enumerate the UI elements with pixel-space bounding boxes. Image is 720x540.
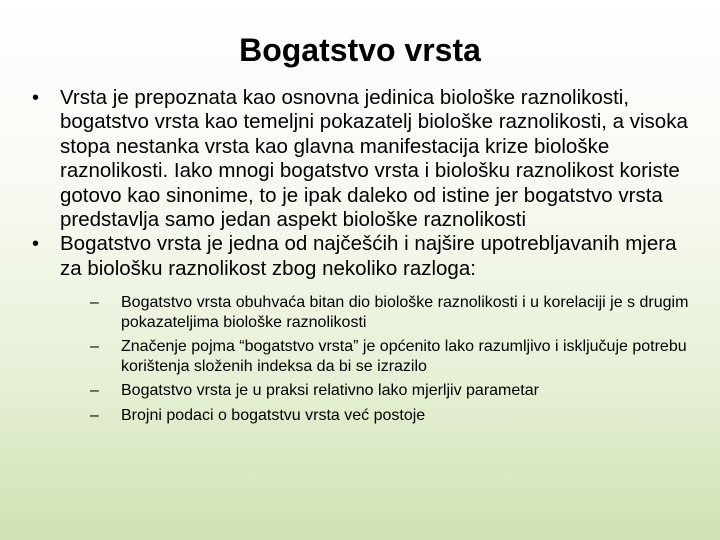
slide-title: Bogatstvo vrsta [239, 32, 481, 68]
sub-bullet-marker: – [90, 406, 99, 424]
bullet-item [32, 86, 694, 232]
sub-bullet-list [32, 293, 694, 425]
bullet-text: Vrsta je prepoznata kao osnovna jedinica biološke raznolikosti, bogatstvo vrsta kao temeljni pokazatelj biološke raznolikosti, a visoka stopa nestanka vrsta kao glavna manifestacija krize biološke raznolikosti. Iako mnogi bogatstvo vrsta i biološku raznolikost koriste gotovo kao sinonime, to je ipak daleko od istine jer bogatstvo vrsta predstavlja samo jedan aspekt biološke raznolikosti [60, 86, 688, 232]
bullet-text: Bogatstvo vrsta je jedna od najčešćih i najšire upotrebljavanih mjera za biološku raznolikost zbog nekoliko razloga: [60, 232, 677, 280]
sub-bullet-text: Značenje pojma “bogatstvo vrsta” je općenito lako razumljivo i isključuje potrebu korištenja složenih indeksa da bi se izrazilo [121, 338, 687, 375]
sub-bullet-item [90, 293, 694, 332]
bullet-marker: • [32, 87, 40, 109]
bullet-marker: • [32, 233, 40, 256]
sub-bullet-text: Bogatstvo vrsta je u praksi relativno lako mjerljiv parametar [121, 382, 539, 400]
sub-bullet-item [90, 381, 694, 401]
slide-content [32, 86, 694, 430]
sub-bullet-marker: – [90, 294, 99, 312]
sub-bullet-text: Bogatstvo vrsta obuhvaća bitan dio biološke raznolikosti i u korelaciji je s drugim pokazateljima biološke raznolikosti [121, 294, 689, 331]
sub-bullet-text: Brojni podaci o bogatstvu vrsta već postoje [121, 406, 426, 424]
bullet-item [32, 232, 694, 281]
sub-bullet-marker: – [90, 338, 99, 356]
sub-bullet-item [90, 337, 694, 376]
sub-bullet-item [90, 406, 694, 426]
sub-bullet-marker: – [90, 382, 99, 400]
